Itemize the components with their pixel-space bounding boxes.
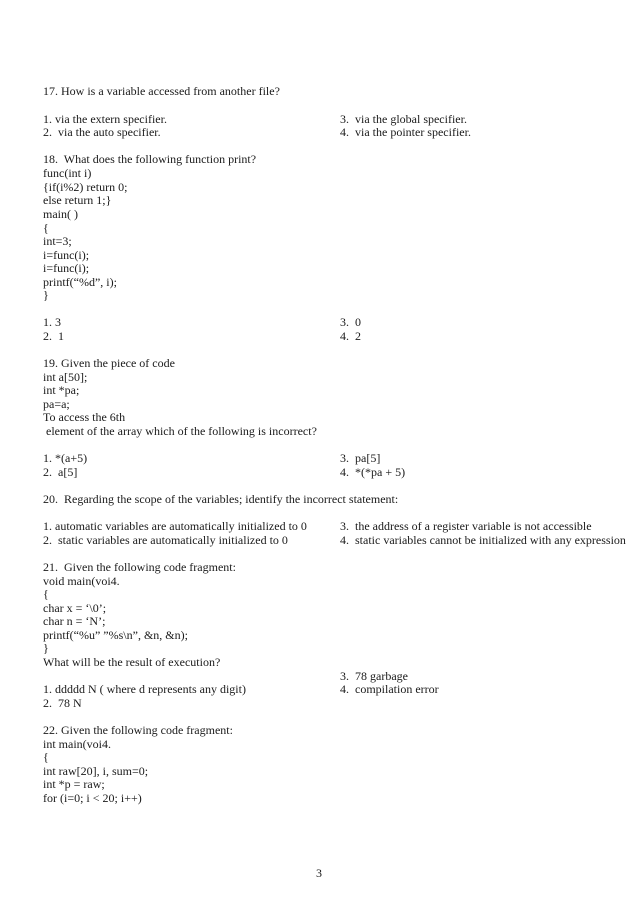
q17-option-1: 1. via the extern specifier. — [43, 112, 167, 126]
q18-code-line: func(int i) — [43, 166, 92, 180]
q19-code-line: element of the array which of the following is incorrect? — [43, 424, 317, 438]
q22-code-line: for (i=0; i < 20; i++) — [43, 791, 142, 805]
q19-option-1: 1. *(a+5) — [43, 451, 88, 465]
q18-code-line: {if(i%2) return 0; — [43, 180, 128, 194]
q20-option-4: 4. static variables cannot be initialized with any expression — [340, 533, 626, 547]
q21-code-line: char x = ‘\0’; — [43, 601, 107, 615]
q18-code-line: else return 1;} — [43, 193, 112, 207]
q18-code-line: { — [43, 221, 49, 235]
q19-code-line: int *pa; — [43, 383, 80, 397]
q18-code-line: printf(“%d”, i); — [43, 275, 117, 289]
q20-option-3: 3. the address of a register variable is not accessible — [340, 519, 592, 533]
q21-option-2: 2. 78 N — [43, 696, 82, 710]
q18-option-4: 4. 2 — [340, 329, 361, 343]
q17-option-4: 4. via the pointer specifier. — [340, 125, 471, 139]
q21-code-line: What will be the result of execution? — [43, 655, 221, 669]
q18-code-line: } — [43, 288, 49, 302]
q19-option-3: 3. pa[5] — [340, 451, 381, 465]
q21-code-line: printf(“%u” ”%s\n”, &n, &n); — [43, 628, 188, 642]
q19-question: 19. Given the piece of code — [43, 356, 175, 370]
q18-code-line: i=func(i); — [43, 261, 90, 275]
q18-code-line: i=func(i); — [43, 248, 90, 262]
q18-question: 18. What does the following function print? — [43, 152, 257, 166]
q17-question: 17. How is a variable accessed from another file? — [43, 84, 280, 98]
q21-question: 21. Given the following code fragment: — [43, 560, 236, 574]
q20-option-2: 2. static variables are automatically initialized to 0 — [43, 533, 288, 547]
q22-code-line: int raw[20], i, sum=0; — [43, 764, 149, 778]
q21-code-line: { — [43, 587, 49, 601]
q22-code-line: int *p = raw; — [43, 777, 105, 791]
q18-option-1: 1. 3 — [43, 315, 61, 329]
q19-code-line: int a[50]; — [43, 370, 88, 384]
q21-code-line: char n = ‘N’; — [43, 614, 106, 628]
q19-option-2: 2. a[5] — [43, 465, 78, 479]
q17-option-3: 3. via the global specifier. — [340, 112, 467, 126]
q19-option-4: 4. *(*pa + 5) — [340, 465, 406, 479]
q20-question: 20. Regarding the scope of the variables; identify the incorrect statement: — [43, 492, 399, 506]
q17-option-2: 2. via the auto specifier. — [43, 125, 161, 139]
q20-option-1: 1. automatic variables are automatically initialized to 0 — [43, 519, 307, 533]
q18-code-line: int=3; — [43, 234, 72, 248]
q21-option-1: 1. ddddd N ( where d represents any digit) — [43, 682, 246, 696]
q18-option-3: 3. 0 — [340, 315, 361, 329]
q21-option-4: 4. compilation error — [340, 682, 439, 696]
q21-code-line: } — [43, 641, 49, 655]
q21-option-3: 3. 78 garbage — [340, 669, 408, 683]
q22-code-line: int main(voi4. — [43, 737, 111, 751]
page-number: 3 — [316, 866, 322, 880]
q19-code-line: To access the 6th — [43, 410, 126, 424]
q18-code-line: main( ) — [43, 207, 78, 221]
q22-code-line: { — [43, 750, 49, 764]
q21-code-line: void main(voi4. — [43, 574, 120, 588]
q19-code-line: pa=a; — [43, 397, 70, 411]
q18-option-2: 2. 1 — [43, 329, 64, 343]
q22-question: 22. Given the following code fragment: — [43, 723, 233, 737]
